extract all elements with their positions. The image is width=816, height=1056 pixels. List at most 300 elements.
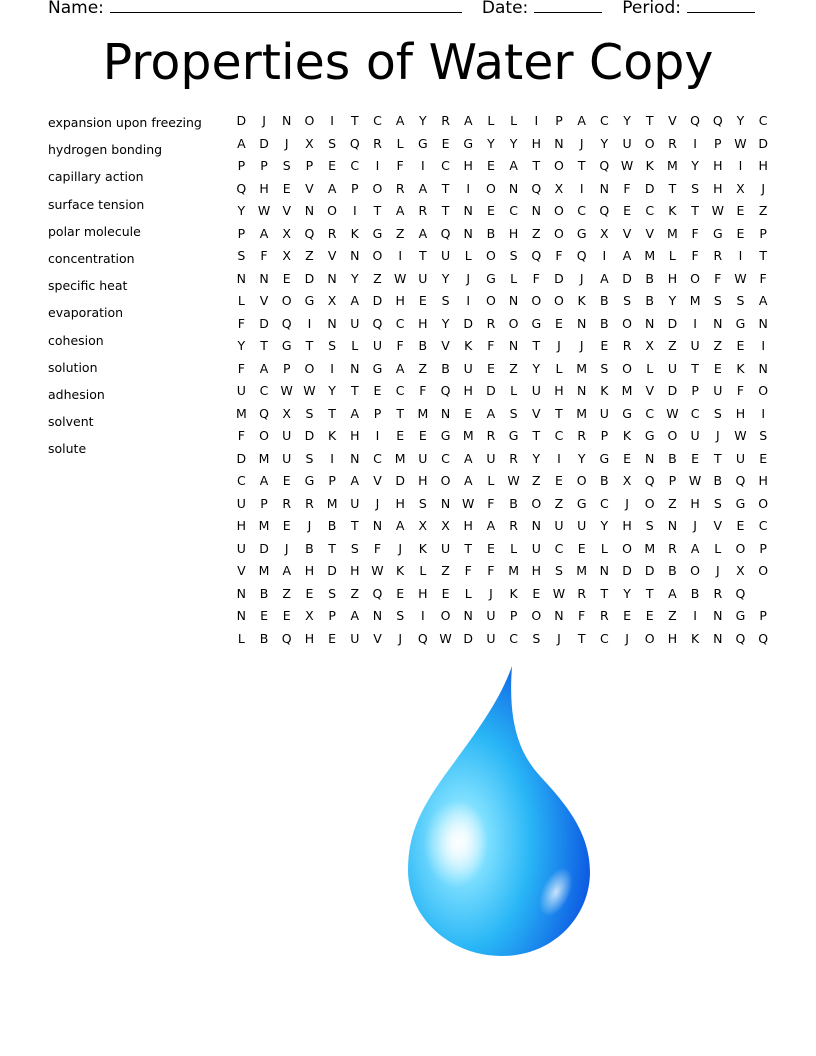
grid-cell: D xyxy=(259,135,269,151)
grid-cell: A xyxy=(486,518,496,533)
grid-cell: R xyxy=(509,450,518,466)
grid-cell: P xyxy=(759,608,767,623)
grid-cell: E xyxy=(373,383,382,398)
grid-cell: O xyxy=(667,428,678,443)
period-field[interactable] xyxy=(687,0,755,13)
grid-cell: A xyxy=(327,180,337,196)
grid-cell: N xyxy=(463,608,473,623)
grid-cell: S xyxy=(441,293,450,308)
grid-cell: E xyxy=(441,585,450,601)
grid-cell: C xyxy=(236,473,246,488)
grid-cell: W xyxy=(507,473,520,488)
grid-cell: P xyxy=(305,158,314,173)
grid-cell: N xyxy=(554,135,564,151)
grid-cell: P xyxy=(282,360,291,376)
grid-cell: U xyxy=(350,495,360,511)
grid-cell: Q xyxy=(304,225,315,241)
grid-cell: K xyxy=(396,563,405,578)
grid-cell: U xyxy=(735,450,746,466)
grid-cell: T xyxy=(577,158,586,173)
page-title: Properties of Water Copy xyxy=(102,34,714,91)
grid-cell: B xyxy=(259,585,269,601)
grid-cell: N xyxy=(599,563,610,578)
grid-cell: H xyxy=(350,428,360,443)
grid-cell: C xyxy=(554,428,564,443)
grid-cell: P xyxy=(237,158,246,173)
grid-cell: D xyxy=(622,270,632,286)
grid-cell: S xyxy=(532,630,541,646)
grid-cell: X xyxy=(282,248,291,263)
grid-cell: F xyxy=(691,248,699,263)
grid-cell: H xyxy=(259,180,269,196)
grid-cell: H xyxy=(531,563,541,578)
grid-cell: J xyxy=(557,630,561,646)
grid-cell: W xyxy=(303,383,316,398)
grid-cell: E xyxy=(260,608,268,623)
grid-cell: B xyxy=(600,293,609,308)
grid-cell: S xyxy=(396,608,405,623)
grid-cell: Q xyxy=(576,248,587,263)
grid-cell: Z xyxy=(305,248,314,263)
grid-cell: E xyxy=(486,203,495,218)
grid-cell: V xyxy=(373,630,382,646)
grid-cell: B xyxy=(441,360,450,376)
grid-cell: Z xyxy=(509,360,518,376)
grid-cell: Y xyxy=(532,450,541,466)
grid-cell: Y xyxy=(623,585,631,601)
grid-cell: T xyxy=(713,450,722,466)
grid-cell: H xyxy=(304,630,315,646)
grid-cell: O xyxy=(440,473,451,488)
grid-cell: N xyxy=(372,518,383,533)
grid-cell: L xyxy=(237,293,245,308)
grid-cell: A xyxy=(463,473,473,488)
grid-cell: T xyxy=(419,248,427,263)
grid-cell: P xyxy=(328,473,336,488)
grid-cell: K xyxy=(645,158,654,173)
grid-cell: B xyxy=(327,518,337,533)
grid-cell: Y xyxy=(623,113,631,128)
grid-cell: E xyxy=(486,360,495,376)
grid-cell: T xyxy=(305,338,314,353)
grid-cell: O xyxy=(554,158,564,173)
grid-cell: R xyxy=(441,113,450,128)
grid-cell: D xyxy=(463,630,474,646)
grid-cell: I xyxy=(534,113,539,128)
grid-cell: M xyxy=(258,563,270,578)
grid-cell: G xyxy=(735,315,746,331)
grid-cell: F xyxy=(714,270,722,286)
grid-cell: E xyxy=(282,473,291,488)
grid-cell: E xyxy=(623,203,631,218)
grid-cell: Q xyxy=(758,630,769,646)
grid-cell xyxy=(752,583,775,606)
grid-cell: R xyxy=(713,585,723,601)
grid-cell: U xyxy=(486,608,496,623)
grid-cell: T xyxy=(464,540,473,556)
grid-cell: M xyxy=(689,293,701,308)
grid-cell: E xyxy=(532,585,541,601)
grid-cell: O xyxy=(735,540,746,556)
grid-cell: C xyxy=(577,203,587,218)
grid-cell: H xyxy=(713,180,723,196)
grid-cell: N xyxy=(236,608,247,623)
grid-cell: Z xyxy=(531,473,541,488)
grid-cell: A xyxy=(350,608,360,623)
grid-cell: A xyxy=(282,563,291,578)
grid-cell: Z xyxy=(668,495,677,511)
word-list-item: evaporation xyxy=(48,305,124,321)
grid-cell: O xyxy=(372,248,383,263)
grid-cell: L xyxy=(600,540,608,556)
grid-cell: J xyxy=(375,495,380,511)
grid-cell: L xyxy=(646,360,654,376)
grid-cell: C xyxy=(441,158,450,173)
grid-cell: A xyxy=(395,203,405,218)
grid-cell: Q xyxy=(531,248,542,263)
grid-cell: T xyxy=(260,338,268,353)
grid-cell: J xyxy=(579,135,584,151)
grid-cell: D xyxy=(667,315,678,331)
grid-cell: F xyxy=(736,383,745,398)
grid-cell: E xyxy=(736,518,745,533)
grid-cell: D xyxy=(758,135,768,151)
grid-cell: L xyxy=(510,270,518,286)
grid-cell: I xyxy=(693,608,697,623)
grid-cell: S xyxy=(600,360,609,376)
grid-cell: A xyxy=(395,113,405,128)
grid-cell: Q xyxy=(259,405,269,421)
grid-cell: U xyxy=(440,540,451,556)
grid-cell: J xyxy=(761,180,765,196)
grid-cell: G xyxy=(622,405,632,421)
grid-cell: Q xyxy=(281,315,292,331)
grid-cell: V xyxy=(645,225,654,241)
grid-cell: B xyxy=(668,450,677,466)
grid-cell: W xyxy=(688,473,702,488)
grid-cell: J xyxy=(307,518,312,533)
grid-cell: F xyxy=(578,608,586,623)
grid-cell: C xyxy=(350,158,360,173)
grid-cell: H xyxy=(713,158,723,173)
grid-cell: N xyxy=(508,293,519,308)
word-list-item: solution xyxy=(48,359,98,375)
grid-cell: R xyxy=(282,495,292,511)
grid-cell: P xyxy=(260,495,268,511)
grid-cell: L xyxy=(487,113,495,128)
grid-cell: S xyxy=(305,405,314,421)
grid-cell: L xyxy=(419,563,427,578)
grid-cell: P xyxy=(691,383,699,398)
grid-cell: R xyxy=(600,608,609,623)
grid-cell: G xyxy=(304,293,315,308)
grid-cell: L xyxy=(487,473,495,488)
grid-cell: G xyxy=(372,225,383,241)
grid-cell: T xyxy=(645,113,654,128)
grid-cell: D xyxy=(327,563,337,578)
grid-cell: A xyxy=(600,270,609,286)
grid-cell: F xyxy=(623,180,631,196)
grid-cell: H xyxy=(690,495,700,511)
grid-cell: N xyxy=(236,585,247,601)
grid-cell: P xyxy=(328,608,336,623)
grid-cell: B xyxy=(259,630,269,646)
grid-cell: G xyxy=(531,315,542,331)
grid-cell: P xyxy=(509,608,518,623)
date-field[interactable] xyxy=(534,0,602,13)
grid-cell: V xyxy=(441,338,450,353)
grid-cell: K xyxy=(418,540,427,556)
grid-cell: B xyxy=(713,473,723,488)
grid-cell: C xyxy=(599,495,609,511)
grid-cell: C xyxy=(758,518,768,533)
grid-cell: P xyxy=(260,158,268,173)
grid-cell: A xyxy=(758,293,768,308)
grid-cell: O xyxy=(554,225,564,241)
grid-cell: T xyxy=(396,405,404,421)
word-list-item: hydrogen bonding xyxy=(48,142,163,158)
grid-cell: G xyxy=(712,225,723,241)
grid-cell: T xyxy=(373,203,382,218)
grid-cell: Q xyxy=(735,585,746,601)
grid-cell: J xyxy=(489,585,493,601)
grid-cell: D xyxy=(395,473,405,488)
grid-cell: Q xyxy=(372,585,383,601)
grid-cell: N xyxy=(758,315,768,331)
grid-cell: N xyxy=(713,608,723,623)
grid-cell: O xyxy=(531,293,542,308)
grid-cell: G xyxy=(372,360,383,376)
grid-cell: Q xyxy=(735,473,746,488)
grid-cell: S xyxy=(282,158,291,173)
grid-cell: U xyxy=(577,518,587,533)
grid-cell: H xyxy=(758,158,768,173)
grid-cell: Y xyxy=(600,135,609,151)
grid-cell: E xyxy=(759,450,768,466)
grid-cell: X xyxy=(327,293,337,308)
period-label: Period: xyxy=(622,0,682,18)
grid-cell: F xyxy=(373,540,382,556)
grid-cell: S xyxy=(713,293,722,308)
grid-cell: F xyxy=(532,270,540,286)
grid-cell: N xyxy=(667,518,678,533)
grid-cell: L xyxy=(351,338,359,353)
grid-cell: W xyxy=(371,563,384,578)
grid-cell: Z xyxy=(554,495,564,511)
grid-cell: Z xyxy=(713,338,723,353)
grid-cell: M xyxy=(326,495,338,511)
grid-cell: W xyxy=(439,630,452,646)
grid-cell: R xyxy=(668,135,677,151)
grid-cell: G xyxy=(440,428,451,443)
grid-cell: O xyxy=(690,563,701,578)
grid-cell: F xyxy=(237,428,245,443)
grid-cell: L xyxy=(464,585,472,601)
grid-cell: R xyxy=(486,315,496,331)
grid-cell: O xyxy=(304,360,315,376)
grid-cell: J xyxy=(262,113,266,128)
grid-cell: Z xyxy=(668,338,677,353)
grid-cell: B xyxy=(509,495,518,511)
grid-cell: S xyxy=(328,135,337,151)
grid-cell: D xyxy=(304,270,315,286)
grid-cell: S xyxy=(509,248,518,263)
grid-cell: A xyxy=(350,293,360,308)
grid-cell: Q xyxy=(236,180,247,196)
grid-cell: V xyxy=(282,203,291,218)
grid-cell: E xyxy=(623,450,631,466)
grid-cell: E xyxy=(328,158,337,173)
grid-cell: T xyxy=(691,203,699,218)
grid-cell: H xyxy=(395,495,405,511)
word-list-item: solute xyxy=(48,441,87,457)
grid-cell: S xyxy=(305,450,314,466)
grid-cell: Y xyxy=(487,135,495,151)
grid-cell: G xyxy=(281,338,292,353)
name-field[interactable] xyxy=(110,0,462,13)
grid-cell: E xyxy=(713,360,722,376)
grid-cell: S xyxy=(328,338,337,353)
grid-cell: S xyxy=(418,495,427,511)
grid-cell: D xyxy=(644,563,655,578)
grid-cell: N xyxy=(758,360,768,376)
grid-cell: P xyxy=(759,540,767,556)
grid-cell: T xyxy=(328,540,336,556)
grid-cell: M xyxy=(258,450,270,466)
grid-cell: C xyxy=(395,383,405,398)
grid-cell: K xyxy=(600,383,609,398)
grid-cell: C xyxy=(645,203,655,218)
grid-cell: J xyxy=(284,135,289,151)
grid-cell: H xyxy=(463,383,473,398)
grid-cell: N xyxy=(554,608,564,623)
grid-cell: E xyxy=(441,135,450,151)
grid-cell: C xyxy=(758,113,768,128)
grid-cell: O xyxy=(259,428,269,443)
grid-cell: M xyxy=(621,383,633,398)
grid-cell: X xyxy=(736,563,745,578)
grid-cell: E xyxy=(645,608,654,623)
grid-cell: L xyxy=(396,135,404,151)
grid-cell: O xyxy=(508,315,519,331)
grid-cell: M xyxy=(394,450,406,466)
grid-cell: I xyxy=(738,158,743,173)
grid-cell: N xyxy=(463,225,473,241)
grid-cell: I xyxy=(738,248,743,263)
grid-cell: E xyxy=(555,315,563,331)
grid-cell: Q xyxy=(599,203,610,218)
grid-cell: E xyxy=(418,428,427,443)
grid-cell: A xyxy=(577,113,586,128)
grid-cell: F xyxy=(487,495,495,511)
grid-cell: O xyxy=(531,608,542,623)
grid-cell: V xyxy=(373,473,382,488)
word-list-item: adhesion xyxy=(48,386,105,402)
grid-cell: A xyxy=(690,540,700,556)
grid-cell: N xyxy=(508,180,519,196)
grid-cell: R xyxy=(668,540,677,556)
grid-cell: O xyxy=(758,383,769,398)
grid-cell: Q xyxy=(644,473,655,488)
grid-cell: Q xyxy=(281,630,292,646)
grid-cell: Z xyxy=(418,360,428,376)
grid-cell: X xyxy=(305,135,314,151)
grid-cell: M xyxy=(644,248,656,263)
grid-cell: K xyxy=(668,203,677,218)
grid-cell: K xyxy=(509,585,518,601)
grid-cell: H xyxy=(418,473,428,488)
grid-cell: E xyxy=(555,473,563,488)
grid-cell: Z xyxy=(441,563,450,578)
grid-cell: U xyxy=(236,383,246,398)
grid-cell: W xyxy=(620,158,634,173)
word-list xyxy=(48,109,218,462)
grid-cell: Y xyxy=(328,383,336,398)
grid-cell: I xyxy=(330,360,334,376)
grid-cell: I xyxy=(330,450,334,466)
grid-cell: D xyxy=(259,540,269,556)
grid-cell: F xyxy=(419,383,427,398)
grid-cell: Y xyxy=(532,360,541,376)
grid-cell: C xyxy=(259,383,269,398)
grid-cell: R xyxy=(305,495,314,511)
grid-cell: N xyxy=(327,270,337,286)
grid-cell: M xyxy=(508,563,519,578)
grid-cell: D xyxy=(259,315,269,331)
grid-cell: L xyxy=(510,113,518,128)
grid-cell: C xyxy=(441,450,450,466)
grid-cell: C xyxy=(395,315,405,331)
grid-cell: A xyxy=(463,113,473,128)
grid-cell: O xyxy=(622,540,632,556)
grid-cell: E xyxy=(600,338,609,353)
grid-cell: O xyxy=(485,180,496,196)
grid-cell: K xyxy=(464,338,473,353)
grid-cell: W xyxy=(734,428,747,443)
grid-cell: O xyxy=(758,495,769,511)
grid-cell: S xyxy=(713,495,722,511)
grid-cell: M xyxy=(667,225,678,241)
word-list-item: capillary action xyxy=(48,169,144,185)
grid-cell: X xyxy=(282,405,291,421)
grid-cell: R xyxy=(509,518,518,533)
grid-cell: I xyxy=(602,248,607,263)
grid-cell: E xyxy=(577,540,586,556)
grid-cell: T xyxy=(555,405,563,421)
grid-cell: F xyxy=(396,338,404,353)
grid-cell: Y xyxy=(237,338,246,353)
grid-cell: H xyxy=(735,405,746,421)
grid-cell: G xyxy=(508,428,519,443)
grid-cell: I xyxy=(693,315,697,331)
grid-cell: R xyxy=(577,428,586,443)
grid-cell: O xyxy=(622,360,632,376)
grid-cell: U xyxy=(372,338,383,353)
grid-cell: Q xyxy=(372,315,383,331)
grid-cell: E xyxy=(396,428,405,443)
grid-cell: E xyxy=(691,450,700,466)
grid-cell: P xyxy=(237,225,246,241)
grid-cell: G xyxy=(644,428,655,443)
grid-cell: E xyxy=(486,158,495,173)
grid-cell: D xyxy=(644,180,655,196)
grid-cell: D xyxy=(236,113,247,128)
word-list-item: specific heat xyxy=(48,278,128,294)
grid-cell: B xyxy=(600,315,609,331)
grid-cell: B xyxy=(645,270,654,286)
grid-cell: W xyxy=(552,585,566,601)
grid-cell: N xyxy=(372,608,383,623)
